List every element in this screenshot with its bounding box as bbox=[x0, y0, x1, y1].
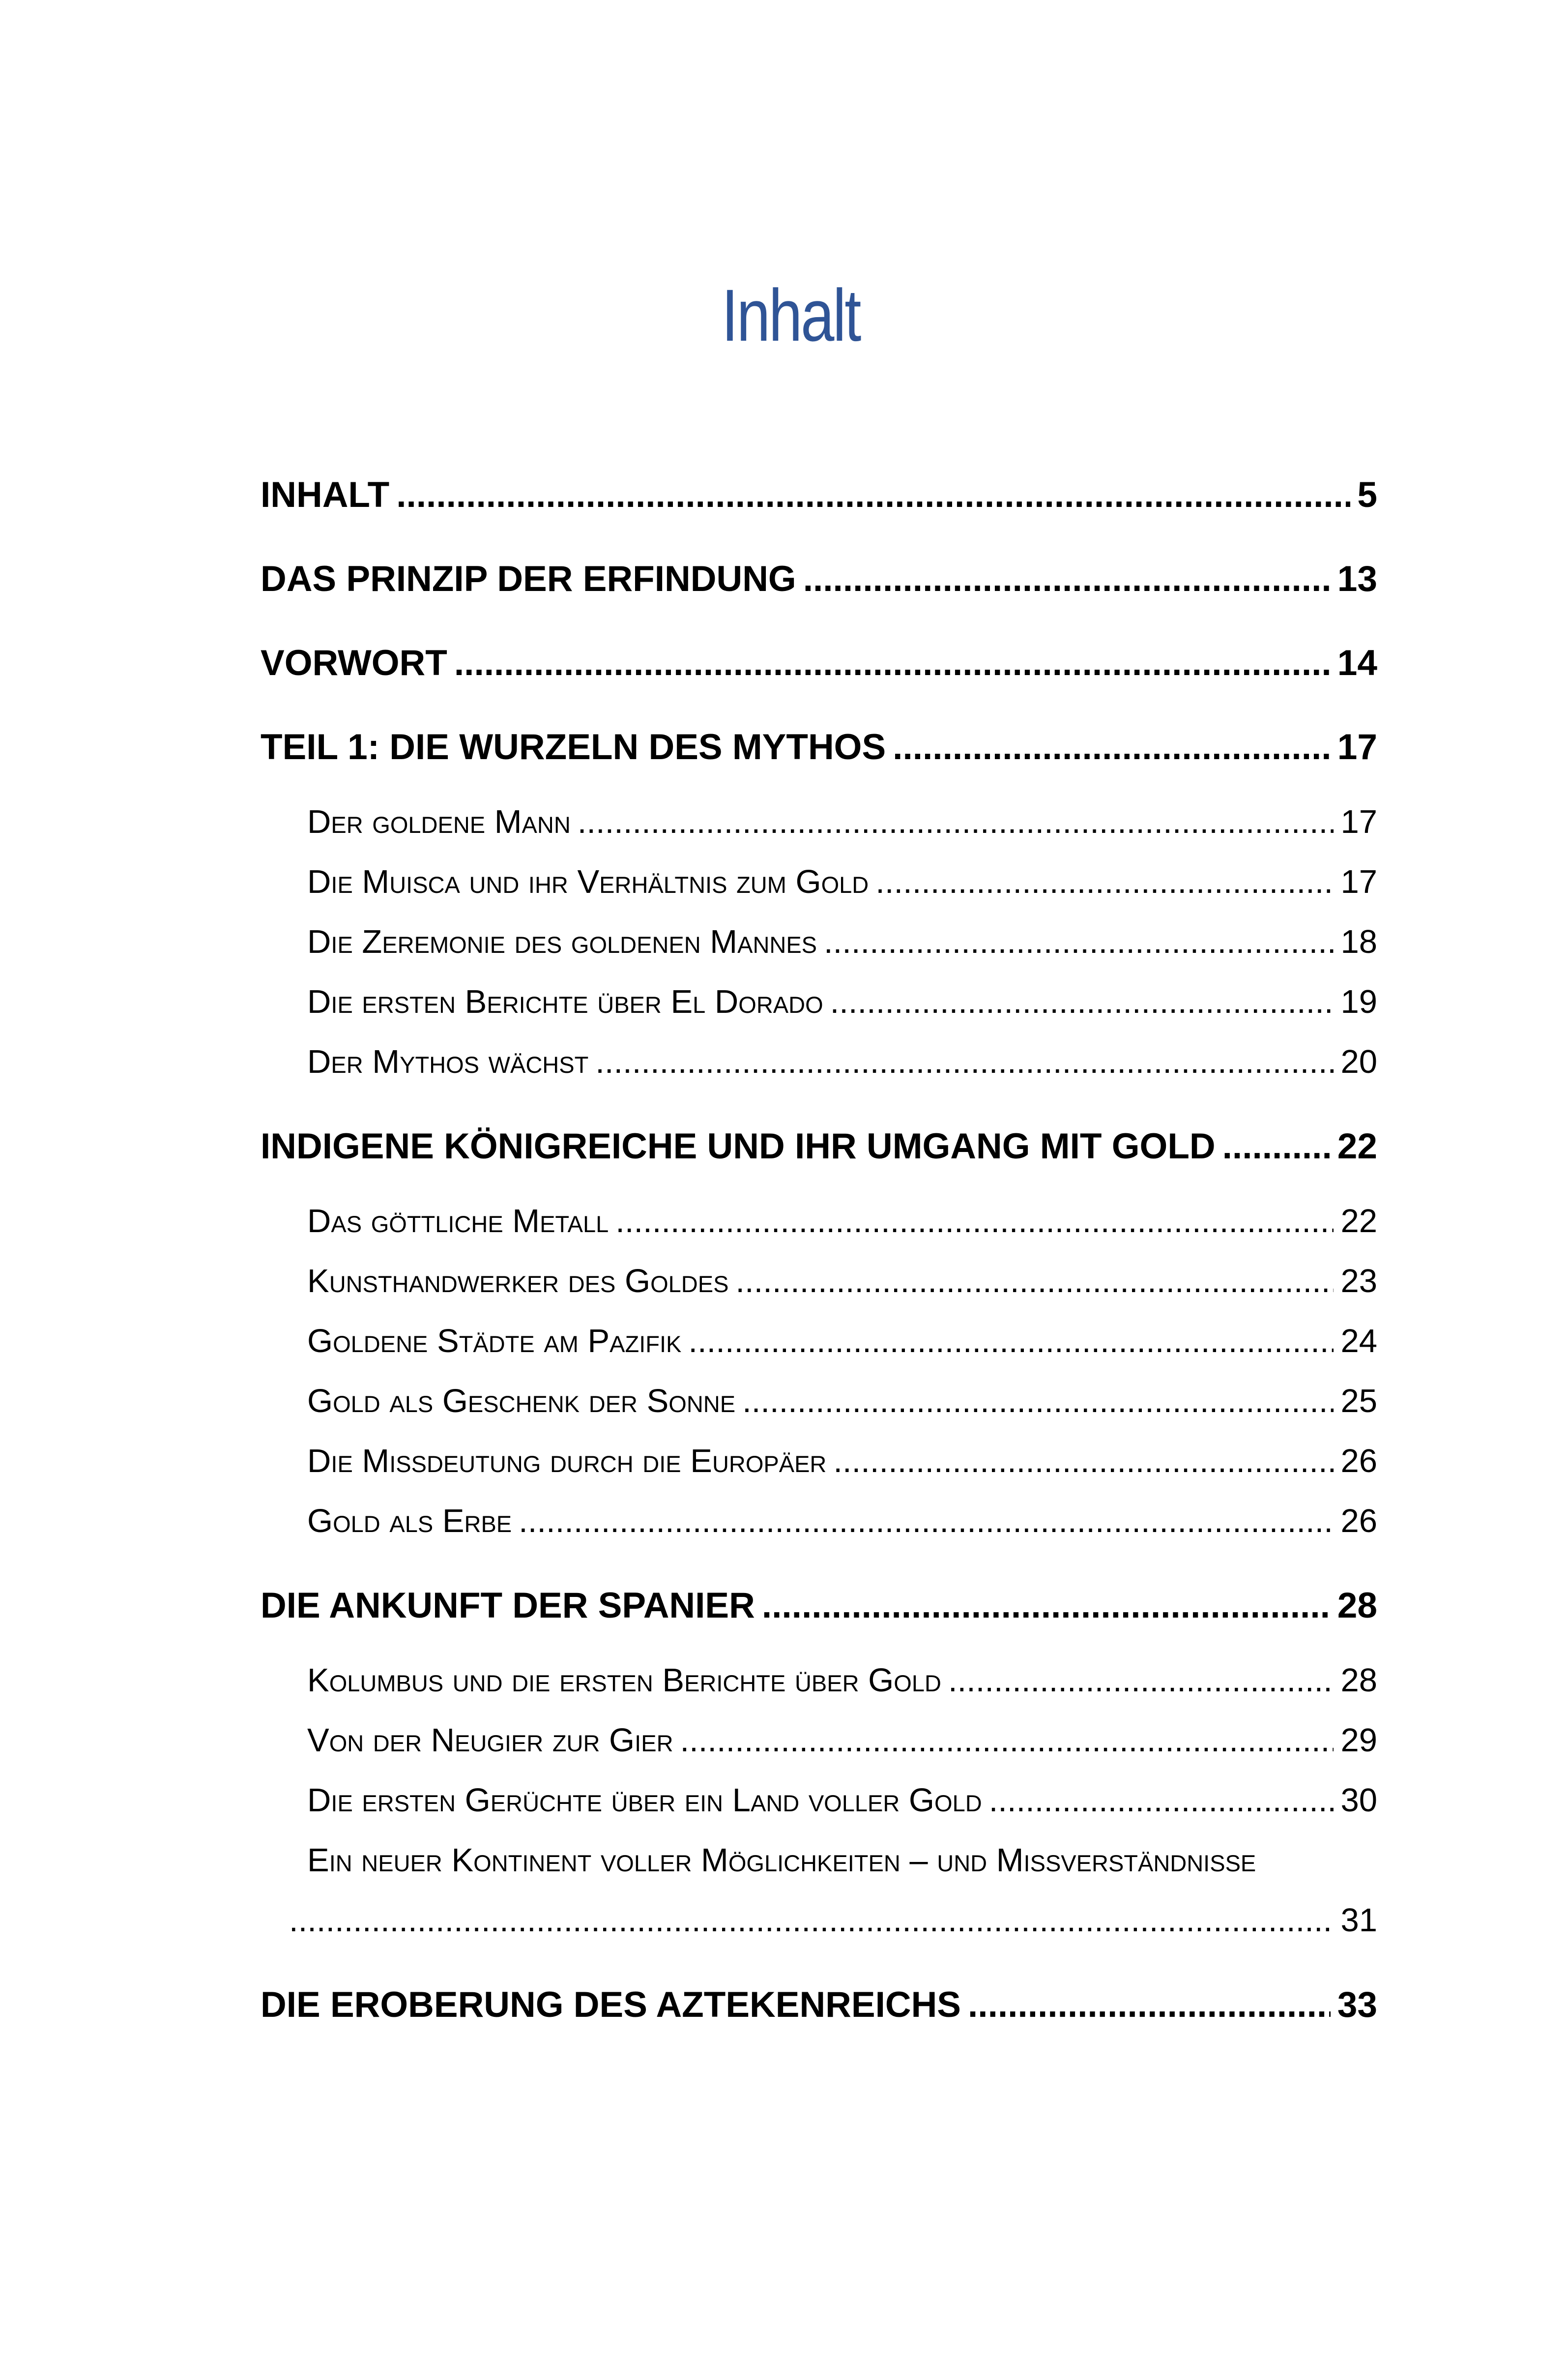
toc-dot-leader bbox=[875, 852, 1334, 912]
toc-page-number: 18 bbox=[1340, 923, 1377, 960]
toc-dot-leader bbox=[803, 549, 1331, 610]
toc-section-title: Die Zeremonie des goldenen Mannes bbox=[307, 923, 817, 960]
toc-chapter-title: DIE ANKUNFT DER SPANIER bbox=[261, 1586, 755, 1625]
toc-section[interactable] bbox=[261, 1032, 1377, 1092]
toc-page-number: 31 bbox=[1340, 1902, 1377, 1939]
toc-section[interactable] bbox=[261, 1491, 1377, 1551]
toc-section[interactable] bbox=[261, 1431, 1377, 1491]
toc-page-number: 22 bbox=[1340, 1203, 1377, 1239]
toc-chapter-indigene-koenigreiche[interactable] bbox=[261, 1116, 1377, 1177]
toc-section[interactable] bbox=[261, 1711, 1377, 1770]
toc-section[interactable] bbox=[261, 1311, 1377, 1371]
toc-section[interactable] bbox=[261, 912, 1377, 972]
toc-chapter-teil-1[interactable] bbox=[261, 717, 1377, 778]
toc-dot-leader bbox=[680, 1711, 1334, 1770]
toc-dot-leader bbox=[595, 1032, 1334, 1092]
toc-dot-leader bbox=[833, 1431, 1334, 1491]
toc-dot-leader bbox=[762, 1575, 1331, 1636]
toc-section-title: Die Missdeutung durch die Europäer bbox=[307, 1443, 827, 1479]
toc-section-title: Gold als Erbe bbox=[307, 1503, 512, 1539]
toc-dot-leader bbox=[824, 912, 1334, 972]
toc-section-title: Das göttliche Metall bbox=[307, 1203, 609, 1239]
toc-section[interactable] bbox=[261, 1651, 1377, 1711]
toc-section-leader-line bbox=[261, 1890, 1377, 1950]
toc-section-title: Gold als Geschenk der Sonne bbox=[307, 1383, 736, 1419]
toc-dot-leader bbox=[396, 465, 1350, 526]
toc-page-number: 33 bbox=[1337, 1985, 1377, 2025]
toc-chapter-inhalt[interactable] bbox=[261, 465, 1377, 526]
toc-dot-leader bbox=[454, 633, 1331, 694]
toc-page-number: 20 bbox=[1340, 1043, 1377, 1080]
toc-section[interactable] bbox=[261, 1371, 1377, 1431]
toc-chapter-vorwort[interactable] bbox=[261, 633, 1377, 694]
table-of-contents bbox=[261, 465, 1377, 2059]
toc-dot-leader bbox=[830, 972, 1334, 1032]
toc-section[interactable] bbox=[261, 852, 1377, 912]
toc-page-number: 17 bbox=[1337, 727, 1377, 767]
toc-section-title: Kolumbus und die ersten Berichte über Gold bbox=[307, 1662, 941, 1699]
toc-page-number: 5 bbox=[1357, 475, 1377, 515]
toc-dot-leader bbox=[289, 1890, 1334, 1950]
toc-dot-leader bbox=[742, 1371, 1334, 1431]
toc-dot-leader bbox=[519, 1491, 1334, 1551]
toc-section[interactable] bbox=[261, 972, 1377, 1032]
toc-chapter-title: INDIGENE KÖNIGREICHE UND IHR UMGANG MIT GOLD bbox=[261, 1126, 1216, 1166]
toc-page-number: 19 bbox=[1340, 983, 1377, 1020]
toc-section[interactable] bbox=[261, 1770, 1377, 1830]
toc-chapter-prinzip[interactable] bbox=[261, 549, 1377, 610]
toc-dot-leader bbox=[688, 1311, 1334, 1371]
toc-section-title: Von der Neugier zur Gier bbox=[307, 1722, 673, 1759]
toc-page-number: 28 bbox=[1337, 1586, 1377, 1625]
toc-chapter-ankunft-spanier[interactable] bbox=[261, 1575, 1377, 1636]
toc-page-number: 30 bbox=[1340, 1782, 1377, 1819]
toc-dot-leader bbox=[615, 1191, 1334, 1251]
toc-section-title: Die ersten Berichte über El Dorado bbox=[307, 983, 823, 1020]
toc-section[interactable] bbox=[261, 1191, 1377, 1251]
toc-section-wrapped[interactable] bbox=[261, 1830, 1377, 1950]
toc-dot-leader bbox=[735, 1251, 1334, 1311]
toc-section-title: Der Mythos wächst bbox=[307, 1043, 589, 1080]
toc-chapter-title: VORWORT bbox=[261, 643, 447, 683]
toc-page-number: 23 bbox=[1340, 1263, 1377, 1299]
toc-chapter-title: DIE EROBERUNG DES AZTEKENREICHS bbox=[261, 1985, 961, 2025]
toc-section-title: Kunsthandwerker des Goldes bbox=[307, 1263, 729, 1299]
toc-page-number: 28 bbox=[1340, 1662, 1377, 1699]
toc-section-title: Der goldene Mann bbox=[307, 803, 571, 840]
toc-chapter-title: TEIL 1: DIE WURZELN DES MYTHOS bbox=[261, 727, 886, 767]
toc-dot-leader bbox=[893, 717, 1331, 778]
toc-page-number: 25 bbox=[1340, 1383, 1377, 1419]
toc-dot-leader bbox=[578, 792, 1334, 852]
page-title: Inhalt bbox=[721, 273, 860, 356]
toc-section[interactable] bbox=[261, 1251, 1377, 1311]
toc-dot-leader bbox=[948, 1651, 1334, 1711]
toc-chapter-title: DAS PRINZIP DER ERFINDUNG bbox=[261, 559, 796, 599]
toc-section-title: Die ersten Gerüchte über ein Land voller Gold bbox=[307, 1782, 982, 1819]
toc-page-number: 17 bbox=[1340, 803, 1377, 840]
toc-page-number: 13 bbox=[1337, 559, 1377, 599]
toc-chapter-title: INHALT bbox=[261, 475, 390, 515]
toc-page-number: 26 bbox=[1340, 1443, 1377, 1479]
toc-section[interactable] bbox=[261, 792, 1377, 852]
toc-section-title: Die Muisca und ihr Verhältnis zum Gold bbox=[307, 863, 869, 900]
toc-section-title: Ein neuer Kontinent voller Möglichkeiten – und Missverständnisse bbox=[307, 1842, 1256, 1879]
toc-page-number: 29 bbox=[1340, 1722, 1377, 1759]
toc-page-number: 24 bbox=[1340, 1323, 1377, 1359]
toc-chapter-eroberung-aztekenreich[interactable] bbox=[261, 1975, 1377, 2036]
toc-page-number: 26 bbox=[1340, 1503, 1377, 1539]
toc-page-number: 22 bbox=[1337, 1126, 1377, 1166]
toc-section-title: Goldene Städte am Pazifik bbox=[307, 1323, 682, 1359]
toc-page-number: 17 bbox=[1340, 863, 1377, 900]
toc-dot-leader bbox=[1222, 1116, 1331, 1177]
toc-dot-leader bbox=[968, 1975, 1331, 2036]
toc-dot-leader bbox=[989, 1770, 1334, 1830]
toc-page-number: 14 bbox=[1337, 643, 1377, 683]
